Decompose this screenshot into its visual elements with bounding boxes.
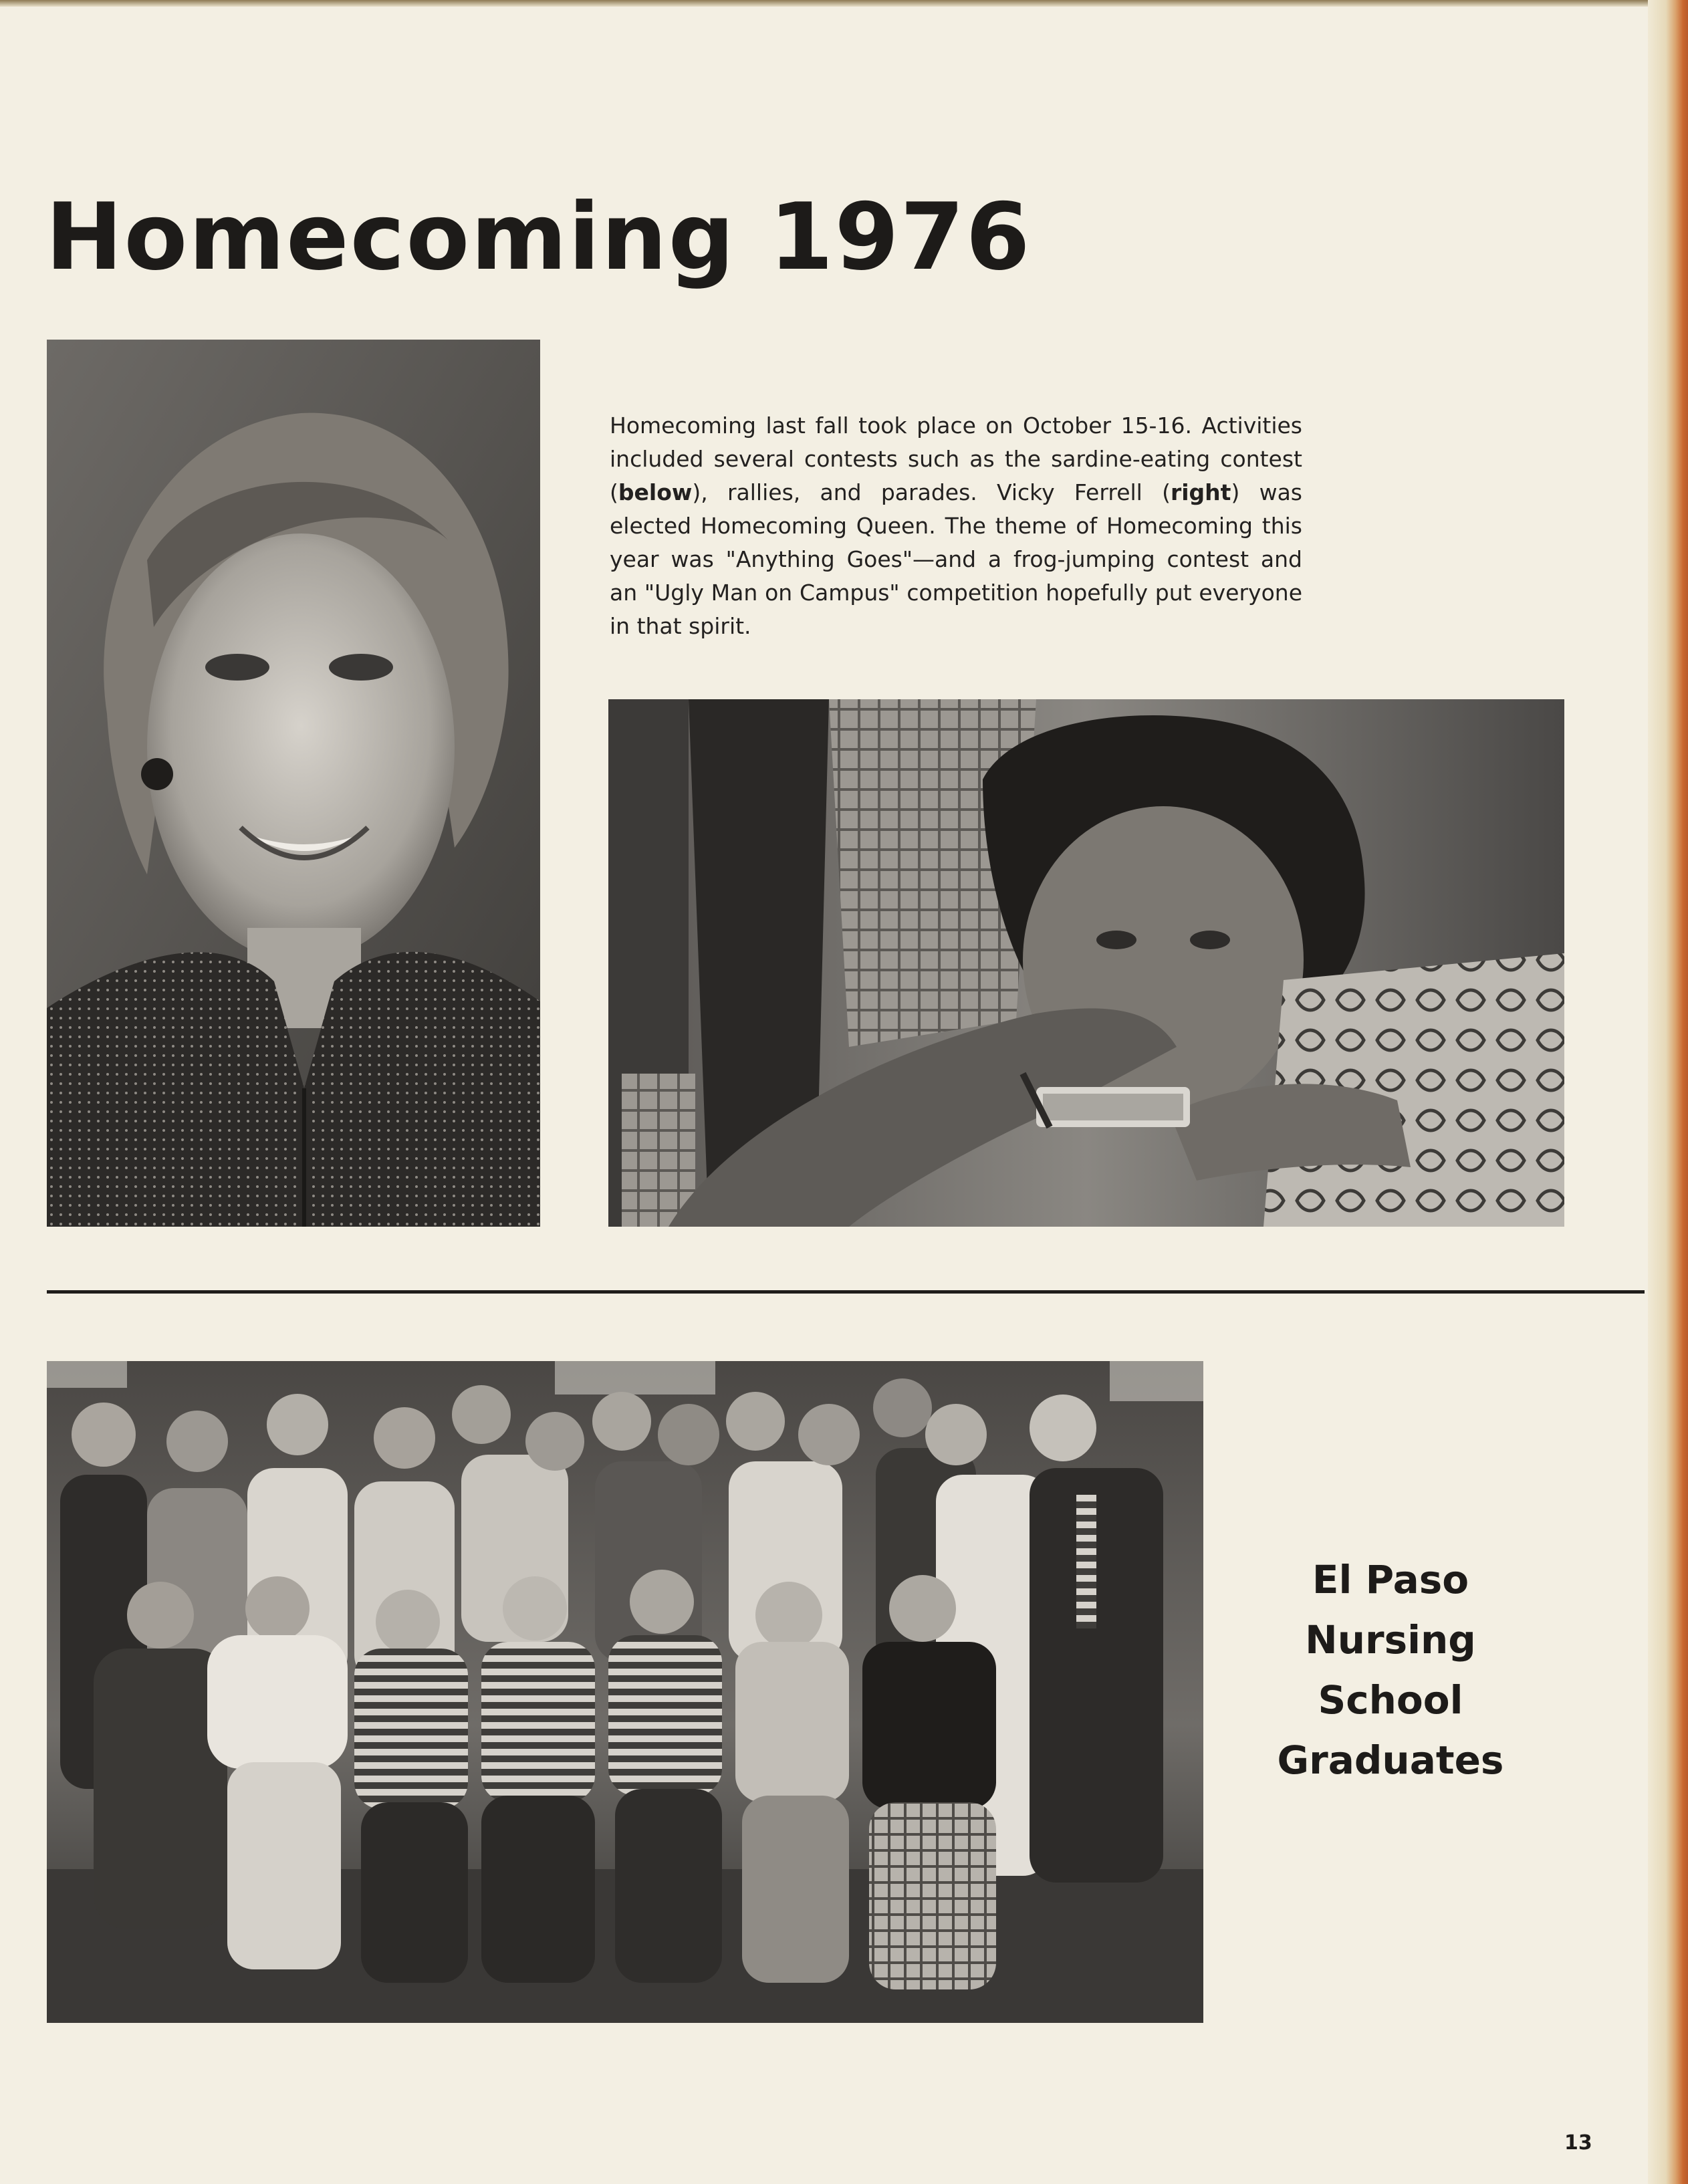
article-text-part-2: ), rallies, and parades. Vicky Ferrell ( — [692, 479, 1171, 505]
binding-edge — [1648, 0, 1688, 2184]
caption-line-2: Nursing — [1305, 1617, 1476, 1663]
article-text — [610, 409, 1302, 643]
photo-caption — [1227, 1550, 1554, 1790]
article-bold-right: right — [1170, 479, 1231, 505]
article-text-part-3: ) was elected Homecoming Queen. The theme of Homecoming this year was "Anything Goes"—and a frog-jumping contest and an "Ugly Man on Campus" competition hopefully put everyone in that spirit. — [610, 479, 1302, 639]
page-top-edge — [0, 0, 1688, 7]
caption-line-3: School — [1318, 1677, 1463, 1723]
page-title: Homecoming 1976 — [45, 183, 1032, 291]
caption-line-4: Graduates — [1277, 1737, 1504, 1783]
article-bold-below: below — [618, 479, 693, 505]
page-number: 13 — [1564, 2131, 1592, 2155]
sardine-contest-photo — [608, 699, 1564, 1227]
section-divider — [47, 1290, 1645, 1294]
caption-line-1: El Paso — [1312, 1557, 1469, 1602]
nursing-graduates-photo — [47, 1361, 1203, 2023]
article-text-part-1: Homecoming last fall took place on October 15-16. Activities included several contests such as the sardine-eating contest ( — [610, 412, 1302, 505]
queen-portrait-photo — [47, 340, 540, 1227]
